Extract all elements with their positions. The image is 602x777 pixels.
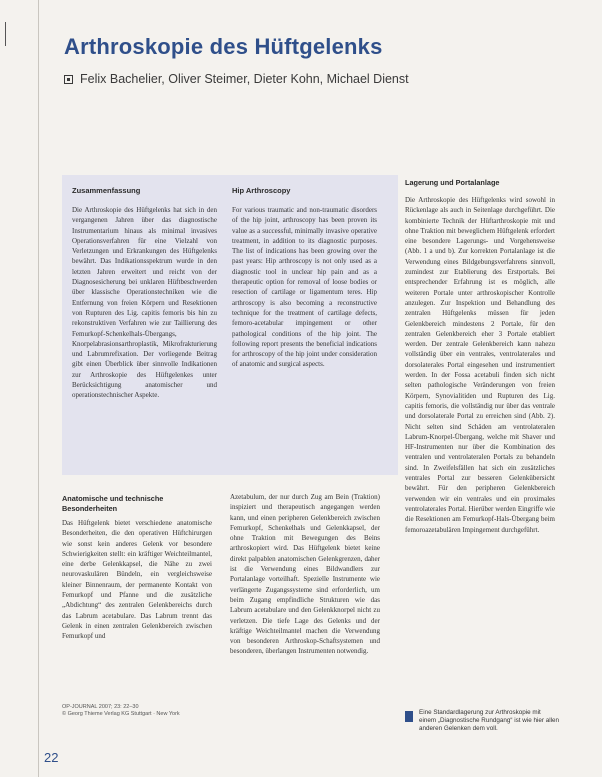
- journal-citation: OP-JOURNAL 2007; 23: 22–30: [62, 704, 139, 710]
- page-number: 22: [44, 750, 59, 765]
- anatomy-text: Das Hüftgelenk bietet verschiedene anatomische Besonderheiten, die den operativen Hüftchirurgen wie sonst kein anderes Gelenk vor besondere Schwierigkeiten stellt: ein kräftiger Weichteilmantel, eine derbe Gelenkkapsel, die Nähe zu zwei neurovaskulären Bündeln, ein vergleichsweise kleiner Binnenraum, der permanente Kontakt von Femurkopf und Pfanne und die zusätzliche „Abdichtung“ des zentralen Gelenkbereichs durch das Labrum acetabulare. Das Labrum trennt das Gelenk in einen zentralen Gelenkbereich zwischen Femurkopf und: [62, 519, 212, 641]
- english-summary-column: [232, 205, 377, 370]
- abstract-text: Die Arthroskopie des Hüftgelenks hat sich in den vergangenen Jahren über das diagnostische Instrumentarium hinaus als minimal invasives Operationsverfahren für eine Vielzahl von Verletzungen und Erkrankungen des Hüftgelenks bewährt. Das Indikationsspektrum wurde in den letzten Jahren erweitert und reicht von der Diagnosesicherung bei unklaren Hüftbeschwerden über klassische Operationstechniken wie die Entfernung von freien Körpern und Resektionen von Rupturen des Lig. capitis femoris bis hin zu rekonstruktiven Verfahren wie zur Taillierung des Femurkopf-Schenkelhals-Übergangs, Knorpelabrasionsarthroplastik, Mikrofrakturierung und Labrumrefixation. Der vorliegende Beitrag gibt einen Überblick über sinnvolle Indikationen zur Arthroskopie des Hüftgelenkes unter Berücksichtigung anatomischer und operationstechnischer Aspekte.: [72, 206, 217, 400]
- middle-column-text: Azetabulum, der nur durch Zug am Bein (Traktion) inspiziert und therapeutisch angegangen werden kann, und einen peripheren Gelenkbereich zwischen Femurkopf, Schenkelhals und Gelenkkapsel, der ohne Traktion mit Bewegungen des Beins arthroskopiert wird. Das Hüftgelenk bietet keine direkt palpablen anatomischen Gelenkgrenzen, daher ist die Verwendung eines Bildwandlers zur Portalanlage vorteilhaft. Spezielle Instrumente wie verlängerte Zugangssysteme sind erforderlich, um beim Zugang empfindliche Strukturen wie das Labrum acetabulare und den Gelenkknorpel nicht zu verletzen. Die tiefe Lage des Gelenks und der kräftige Weichteilmantel machen die Verwendung von besonderen Arthroskop-Schaftsystemen und besonderen, überlangen Instrumenten notwendig.: [230, 493, 380, 656]
- abstract-heading: Zusammenfassung: [72, 186, 141, 195]
- right-column: [405, 195, 555, 535]
- article-title: Arthroskopie des Hüftgelenks: [64, 34, 383, 59]
- author-square-icon: [64, 75, 73, 84]
- section-heading-anatomy: Anatomische und technische Besonderheiten: [62, 494, 164, 513]
- margin-tick: [5, 22, 6, 46]
- caption-marker-icon: [405, 711, 413, 722]
- anatomy-column: [62, 518, 212, 642]
- abstract-column: [72, 205, 217, 401]
- section-heading-lagerung: Lagerung und Portalanlage: [405, 178, 500, 187]
- publisher-line: © Georg Thieme Verlag KG Stuttgart · New York: [62, 711, 180, 717]
- author-line: [64, 72, 409, 86]
- figure-caption: Eine Standardlagerung zur Arthroskopie mit einem „Diagnostische Rundgang“ ist wie hier allen anderen Gelenken dem voll.: [419, 709, 560, 732]
- journal-reference: [62, 704, 180, 718]
- english-summary-heading: Hip Arthroscopy: [232, 186, 291, 195]
- page-margin-rule: [38, 0, 39, 777]
- author-names: Felix Bachelier, Oliver Steimer, Dieter Kohn, Michael Dienst: [80, 72, 409, 86]
- lagerung-text: Die Arthroskopie des Hüftgelenks wird sowohl in Rückenlage als auch in Seitenlage durchgeführt. Die kombinierte Technik der Hüftarthroskopie mit und ohne Traktion mit beweglichem Hüftgelenk erfordert eine besondere Lagerungs- und Vorgehensweise (Abb. 1 a und b). Zur korrekten Portalanlage ist die Verwendung eines Bildgebungsverfahrens sinnvoll, zumindest zur Etablierung des Erstportals. Bei entsprechender Erfahrung ist es möglich, alle weiteren Portale unter arthroskopischer Kontrolle anzulegen. Zur Inspektion und Behandlung des zentralen Hüftgelenks müssen für jeden Gelenkbereich mindestens 2 Portale, für den zentralen Gelenkbereich eher 3 Portale etabliert werden. Der zentrale Gelenkbereich kann nahezu vollständig über ein ventrales, ventrolaterales und dorsolaterales Portal eingesehen und instrumentiert werden. In der Fossa acetabuli finden sich nicht selten pathologische Veränderungen von freien Körpern, Synovialitiden und Rupturen des Lig. capitis femoris, die vollständig nur über das ventrale und dorsolaterale Portal zu erreichen sind (Abb. 2). Nicht selten sind Schäden am ventrolateralen Labrum-Knorpel-Übergang, welche mit Shaver und HF-Instrumenten nur über die Kombination des ventralen und ventrolateralen Portals zu behandeln sind. In Zweifelsfällen hat sich ein zusätzliches ventrales Portal zur besseren Gelenkübersicht bewährt. Für den peripheren Gelenkbereich verwenden wir ein ventrales und ein proximales ventrolaterales Portal. Hierüber werden Eingriffe wie die Resektionen am Femurkopf-Hals-Übergang beim femoroazetabulären Impingement durchgeführt.: [405, 196, 555, 534]
- english-summary-text: For various traumatic and non-traumatic disorders of the hip joint, arthroscopy has been proven its value as a successful, minimally invasive operative treatment, in addition to its diagnostic purposes. The list of indications has been growing over the past years: Hip arthroscopy is not only used as a diagnostic tool in unclear hip pain and as a therapeutic option for removal of loose bodies or resection of cartilage or ligamentum teres. Hip arthroscopy is also becoming a reconstructive technique for the treatment of cartilage defects, femoro-acetabular impingement or other pathological conditions of the hip joint. The following report presents the beneficial indications for arthroscopy of the hip joint under consideration of anatomic and surgical aspects.: [232, 206, 377, 369]
- middle-column: [230, 492, 380, 657]
